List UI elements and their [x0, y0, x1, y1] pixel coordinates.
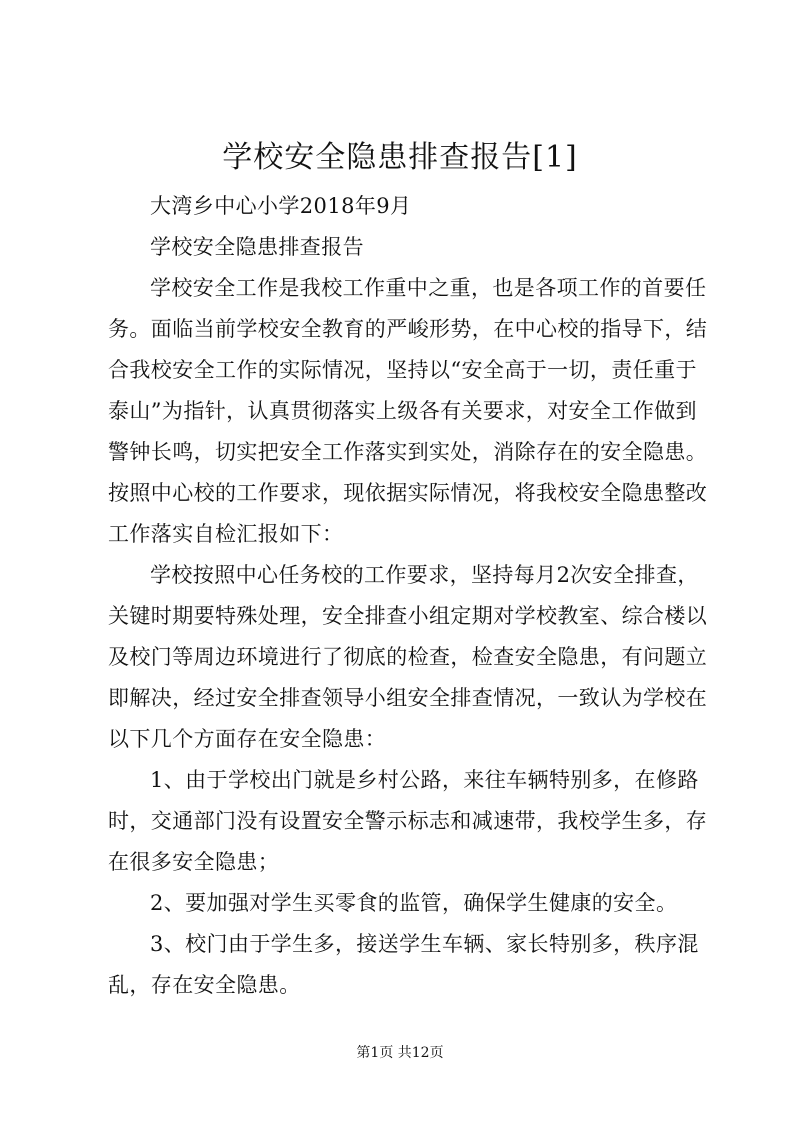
list-item-line: 乱，存在安全隐患。 [108, 973, 301, 997]
paragraph-line: 学校安全工作是我校工作重中之重，也是各项工作的首要任 [150, 276, 707, 300]
paragraph-line: 及校门等周边环境进行了彻底的检查，检查安全隐患，有问题立 [108, 645, 708, 669]
list-item-line: 2、要加强对学生买零食的监管，确保学生健康的安全。 [150, 891, 678, 915]
paragraph-line: 警钟长鸣，切实把安全工作落实到实处，消除存在的安全隐患。 [108, 440, 708, 464]
paragraph-line: 学校按照中心任务校的工作要求，坚持每月2次安全排查， [150, 563, 699, 587]
paragraph-line: 关键时期要特殊处理，安全排查小组定期对学校教室、综合楼以 [108, 604, 708, 628]
paragraph-line: 按照中心校的工作要求，现依据实际情况，将我校安全隐患整改 [108, 481, 708, 505]
list-item-line: 时，交通部门没有设置安全警示标志和减速带，我校学生多，存 [108, 809, 708, 833]
paragraph-line: 即解决，经过安全排查领导小组安全排查情况，一致认为学校在 [108, 686, 708, 710]
list-item-line: 1、由于学校出门就是乡村公路，来往车辆特别多，在修路 [150, 768, 699, 792]
paragraph-line: 务。面临当前学校安全教育的严峻形势，在中心校的指导下，结 [108, 317, 708, 341]
list-item-line: 在很多安全隐患； [108, 850, 280, 874]
school-date-line: 大湾乡中心小学2018年9月 [150, 194, 412, 218]
list-item-line: 3、校门由于学生多，接送学生车辆、家长特别多，秩序混 [150, 932, 699, 956]
document-body [108, 186, 713, 1006]
report-subtitle: 学校安全隐患排查报告 [150, 235, 364, 259]
paragraph-line: 以下几个方面存在安全隐患： [108, 727, 387, 751]
page-number-footer: 第1页 共12页 [356, 1045, 444, 1061]
paragraph-line: 泰山”为指针，认真贯彻落实上级各有关要求，对安全工作做到 [108, 399, 697, 423]
paragraph-line: 工作落实自检汇报如下： [108, 522, 344, 546]
document-title: 学校安全隐患排查报告[1] [222, 140, 578, 175]
paragraph-line: 合我校安全工作的实际情况，坚持以“安全高于一切，责任重于 [108, 358, 697, 382]
